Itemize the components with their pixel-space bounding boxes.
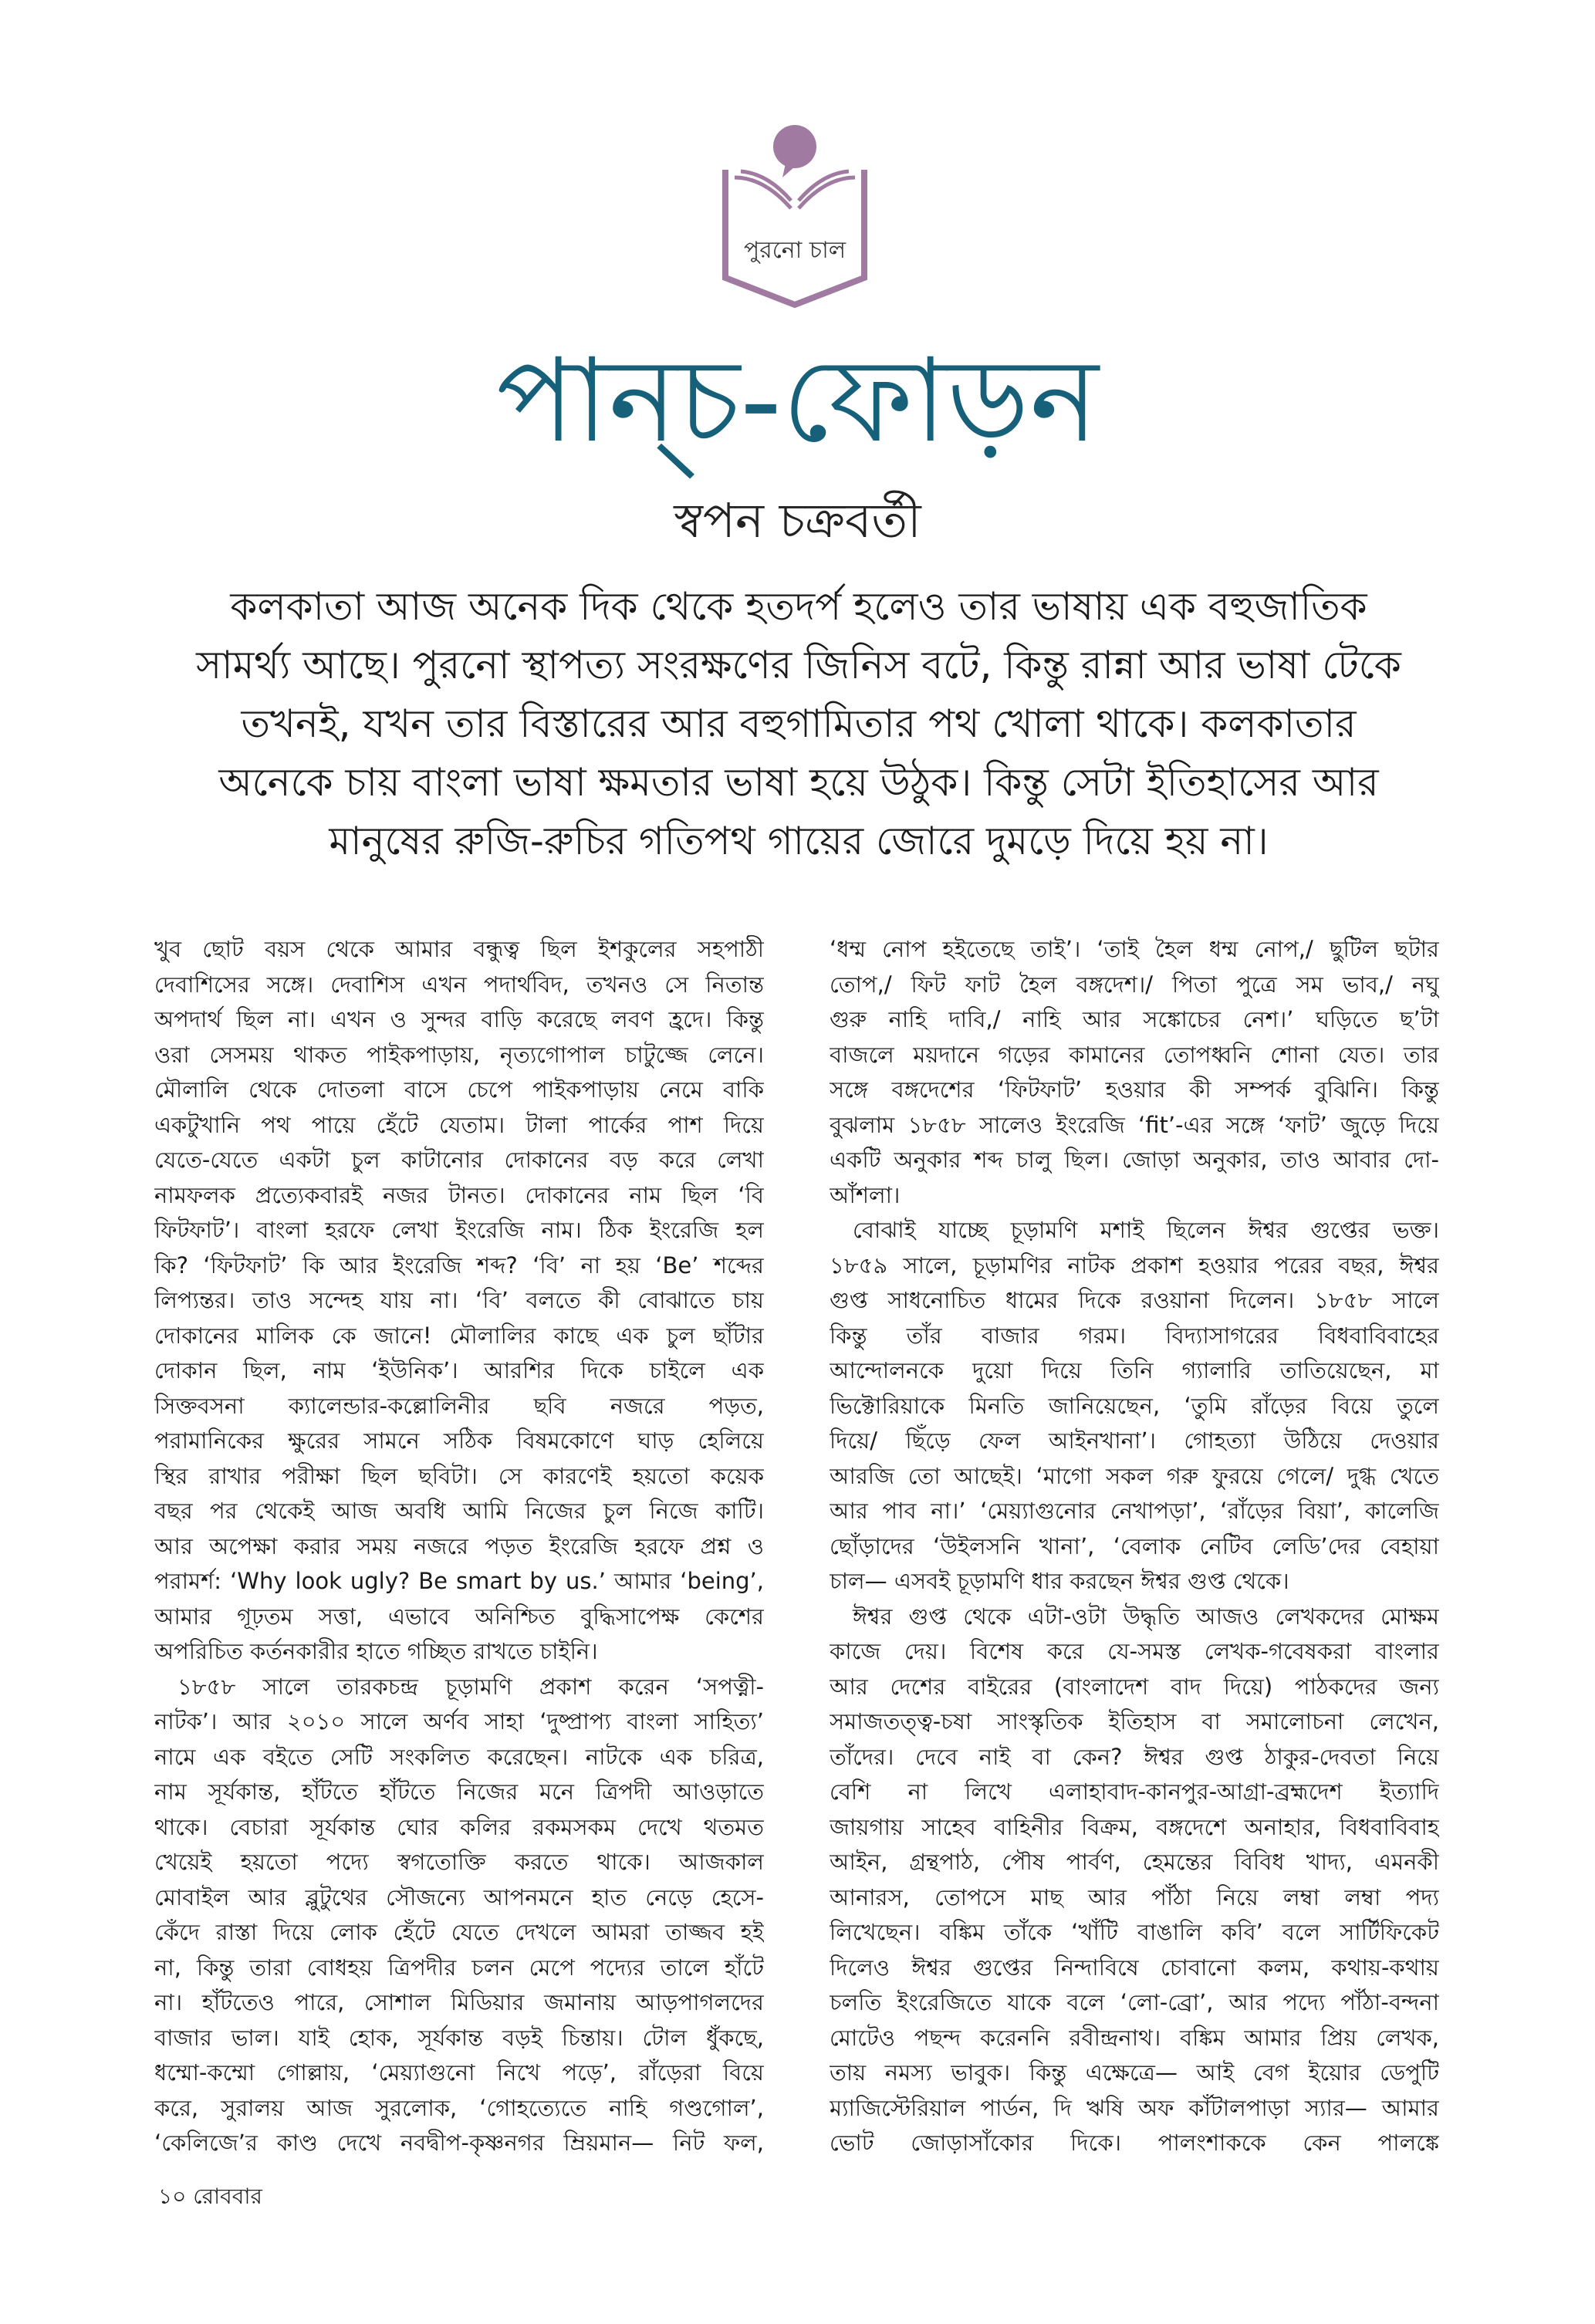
- text-line: তোপ,/ ফিট ফাট হৈল বঙ্গদেশ।/ পিতা পুত্রে সম ভাব,/ নঘু: [830, 971, 1439, 998]
- text-line: না। হাঁটতেও পারে, সোশাল মিডিয়ার জমানায় আড়পাগলদের: [154, 1989, 764, 2015]
- text-line: মৌলালি থেকে দোতলা বাসে চেপে পাইকপাড়ায় নেমে বাকি: [154, 1076, 764, 1103]
- deck-line: অনেকে চায় বাংলা ভাষা ক্ষমতার ভাষা হয়ে উঠুক। কিন্তু সেটা ইতিহাসের আর: [218, 760, 1379, 805]
- text-line: দোকানের মালিক কে জানে! মৌলালির কাছে এক চুল ছাঁটার: [154, 1322, 764, 1349]
- text-line: ১৮৫৯ সালে, চূড়ামণির নাটক প্রকাশ হওয়ার পরের বছর, ঈশ্বর: [830, 1252, 1439, 1279]
- text-line: স্থির রাখার পরীক্ষা ছিল ছবিটা। সে কারণেই হয়তো কয়েক: [154, 1462, 764, 1489]
- section-logo: [718, 123, 872, 309]
- page-footer: ১০ রোববার: [158, 2184, 262, 2209]
- text-line: দিলেও ঈশ্বর গুপ্তের নিন্দাবিষে চোবানো কলম, কথায়-কথায়: [830, 1954, 1439, 1981]
- text-line: বাজলে ময়দানে গড়ের কামানের তোপধ্বনি শোনা যেত। তার: [830, 1041, 1439, 1068]
- text-line: লিপ্যন্তর। তাও সন্দেহ যায় না। ‘বি’ বলতে কী বোঝাতে চায়: [154, 1287, 764, 1313]
- text-line: চলতি ইংরেজিতে যাকে বলে ‘লো-ব্রো’, আর পদ্যে পাঁঠা-বন্দনা: [830, 1989, 1439, 2015]
- text-line: আর পাব না।’ ‘মেয়্যাগুনোর নেখাপড়া’, ‘রাঁড়ের বিয়া’, কালেজি: [830, 1498, 1439, 1524]
- text-line: একটুখানি পথ পায়ে হেঁটে যেতাম। টালা পার্কের পাশ দিয়ে: [154, 1111, 764, 1138]
- text-line: মোবাইল আর ব্লুটুথের সৌজন্যে আপনমনে হাত নেড়ে হেসে-: [154, 1883, 764, 1910]
- text-line: আর দেশের বাইরের (বাংলাদেশ বাদ দিয়ে) পাঠকদের জন্য: [830, 1673, 1439, 1700]
- text-line: ঈশ্বর গুপ্ত থেকে এটা-ওটা উদ্ধৃতি আজও লেখকদের মোক্ষম: [853, 1603, 1439, 1630]
- text-line: বাজার ভাল। যাই হোক, সূর্যকান্ত বড়ই চিন্তায়। টোল ধুঁকছে,: [154, 2024, 764, 2051]
- text-line: আরজি তো আছেই। ‘মাগো সকল গরু ফুরয়ে গেলে/ দুগ্ধ খেতে: [830, 1462, 1439, 1489]
- text-line: ভিক্টোরিয়াকে মিনতি জানিয়েছেন, ‘তুমি রাঁড়ের বিয়ে তুলে: [830, 1392, 1439, 1419]
- body-column-left: [154, 932, 764, 2161]
- text-line: খেয়েই হয়তো পদ্যে স্বগতোক্তি করতে থাকে। আজকাল: [154, 1849, 764, 1875]
- text-line: যেতে-যেতে একটা চুল কাটানোর দোকানের বড় করে লেখা: [154, 1147, 764, 1173]
- text-line: নাম সূর্যকান্ত, হাঁটতে হাঁটতে নিজের মনে ত্রিপদী আওড়াতে: [154, 1778, 764, 1805]
- text-line: না, কিন্তু তারা বোধহয় ত্রিপদীর চলন মেপে পদ্যের তালে হাঁটে: [154, 1954, 764, 1981]
- text-line: অপদার্থ ছিল না। এখন ও সুন্দর বাড়ি করেছে লবণ হ্রদে। কিন্তু: [154, 1006, 764, 1032]
- body-column-right: [830, 932, 1439, 2161]
- text-line: দিয়ে/ ছিঁড়ে ফেল আইনখানা’। গোহত্যা উঠিয়ে দেওয়ার: [830, 1427, 1439, 1454]
- deck-line: তখনই, যখন তার বিস্তারের আর বহুগামিতার পথ খোলা থাকে। কলকাতার: [241, 701, 1357, 746]
- text-line: ম্যাজিস্টেরিয়াল পার্ডন, দি ঋষি অফ কাঁটালপাড়া স্যার— আমার: [830, 2094, 1439, 2121]
- text-line: পরামানিকের ক্ষুরের সামনে সঠিক বিষমকোণে ঘাড় হেলিয়ে: [154, 1427, 764, 1454]
- text-line: তায় নমস্য ভাবুক। কিন্তু এক্ষেত্রে— আই বেগ ইয়োর ডেপুটি: [830, 2059, 1439, 2086]
- text-line: সমাজতত্ত্ব-চষা সাংস্কৃতিক ইতিহাস বা সমালোচনা লেখেন,: [830, 1708, 1439, 1735]
- text-line: বোঝাই যাচ্ছে চূড়ামণি মশাই ছিলেন ঈশ্বর গুপ্তের ভক্ত।: [853, 1217, 1439, 1243]
- text-line: ওরা সেসময় থাকত পাইকপাড়ায়, নৃত্যগোপাল চাটুজ্জে লেনে।: [154, 1041, 764, 1068]
- text-line: চাল— এসবই চূড়ামণি ধার করছেন ঈশ্বর গুপ্ত থেকে।: [830, 1568, 1289, 1594]
- text-line: বেশি না লিখে এলাহাবাদ-কানপুর-আগ্রা-ব্রহ্মদেশ ইত্যাদি: [830, 1778, 1439, 1805]
- text-line: ফিটফাট’। বাংলা হরফে লেখা ইংরেজি নাম। ঠিক ইংরেজি হল: [154, 1217, 764, 1243]
- paragraph: [830, 932, 1439, 1213]
- text-line: ১৮৫৮ সালে তারকচন্দ্র চূড়ামণি প্রকাশ করেন ‘সপত্নী-: [177, 1673, 764, 1700]
- text-line: নামফলক প্রত্যেকবারই নজর টানত। দোকানের নাম ছিল ‘বি: [154, 1181, 764, 1208]
- text-line: আইন, গ্রন্থপাঠ, পৌষ পার্বণ, হেমন্তের বিবিধ খাদ্য, এমনকী: [830, 1849, 1439, 1875]
- deck-line: কলকাতা আজ অনেক দিক থেকে হতদর্প হলেও তার ভাষায় এক বহুজাতিক: [230, 584, 1367, 629]
- deck-line: মানুষের রুজি-রুচির গতিপথ গায়ের জোরে দুমড়ে দিয়ে হয় না।: [329, 819, 1269, 863]
- text-line: ‘ধম্ম নোপ হইতেছে তাই’। ‘তাই হৈল ধম্ম নোপ,/ ছুটিল ছটার: [830, 936, 1439, 962]
- text-line: করে, সুরালয় আজ সুরলোক, ‘গোহত্যেতে নাহি গণ্ডগোল’,: [154, 2094, 764, 2121]
- text-line: নামে এক বইতে সেটি সংকলিত করেছেন। নাটকে এক চরিত্র,: [154, 1743, 764, 1770]
- deck-line: সামর্থ্য আছে। পুরনো স্থাপত্য সংরক্ষণের জিনিস বটে, কিন্তু রান্না আর ভাষা টেকে: [196, 643, 1401, 687]
- text-line: লিখেছেন। বঙ্কিম তাঁকে ‘খাঁটি বাঙালি কবি’ বলে সার্টিফিকেট: [830, 1919, 1439, 1945]
- text-line: নাটক’। আর ২০১০ সালে অর্ণব সাহা ‘দুষ্প্রাপ্য বাংলা সাহিত্য’: [154, 1708, 764, 1735]
- text-line: খুব ছোট বয়স থেকে আমার বন্ধুত্ব ছিল ইশকুলের সহপাঠী: [154, 936, 764, 962]
- text-line: ছোঁড়াদের ‘উইলসনি খানা’, ‘বেলাক নেটিব লেডি’দের বেহায়া: [830, 1532, 1439, 1559]
- text-line: গুপ্ত সাধনোচিত ধামের দিকে রওয়ানা দিলেন। ১৮৫৮ সালে: [830, 1287, 1439, 1313]
- author-byline: স্বপন চক্রবর্তী: [674, 492, 921, 549]
- text-line: আনারস, তোপসে মাছ আর পাঁঠা নিয়ে লম্বা লম্বা পদ্য: [830, 1883, 1439, 1910]
- text-line: সিক্তবসনা ক্যালেন্ডার-কল্লোলিনীর ছবি নজরে পড়ত,: [154, 1392, 764, 1419]
- text-line: কিন্তু তাঁর বাজার গরম। বিদ্যাসাগরের বিধবাবিবাহের: [830, 1322, 1439, 1349]
- article-deck: [170, 577, 1428, 870]
- text-line: দোকান ছিল, নাম ‘ইউনিক’। আরশির দিকে চাইলে এক: [154, 1357, 764, 1383]
- text-line: বুঝলাম ১৮৫৮ সালেও ইংরেজি ‘fit’-এর সঙ্গে ‘ফাট’ জুড়ে দিয়ে: [830, 1111, 1439, 1138]
- text-line: আন্দোলনকে দুয়ো দিয়ে তিনি গ্যালারি তাতিয়েছেন, মা: [830, 1357, 1439, 1383]
- text-line: ভোট জোড়াসাঁকোর দিকে। পালংশাককে কেন পালঙ্কে: [830, 2130, 1439, 2156]
- article-title: পান্‌চ-ফোড়ন: [496, 334, 1099, 468]
- paragraph: [830, 1213, 1439, 1599]
- text-line: মোটেও পছন্দ করেননি রবীন্দ্রনাথ। বঙ্কিম আমার প্রিয় লেখক,: [830, 2024, 1439, 2051]
- text-line: ‘কেলিজে’র কাণ্ড দেখে নবদ্বীপ-কৃষ্ণনগর ম্রিয়মান— নিট ফল,: [154, 2130, 764, 2156]
- book-speech-bubble-icon: [718, 123, 872, 309]
- text-line: জায়গায় সাহেব বাহিনীর বিক্রম, বঙ্গদেশে অনাহার, বিধবাবিবাহ: [830, 1813, 1439, 1840]
- text-line: আমার গূঢ়তম সত্তা, এভাবে অনিশ্চিত বুদ্ধিসাপেক্ষ কেশের: [154, 1603, 764, 1630]
- text-line: ধম্মো-কম্মো গোল্লায়, ‘মেয়্যাগুনো নিখে পড়ে’, রাঁড়েরা বিয়ে: [154, 2059, 764, 2086]
- text-line: বছর পর থেকেই আজ অবধি আমি নিজের চুল নিজে কাটি।: [154, 1498, 764, 1524]
- paragraph: [830, 1599, 1439, 2161]
- text-line: কি? ‘ফিটফাট’ কি আর ইংরেজি শব্দ? ‘বি’ না হয় ‘Be’ শব্দের: [154, 1252, 764, 1279]
- section-label: পুরনো চাল: [743, 237, 846, 264]
- text-line: সঙ্গে বঙ্গদেশের ‘ফিটফাট’ হওয়ার কী সম্পর্ক বুঝিনি। কিন্তু: [830, 1076, 1439, 1103]
- text-line: কাজে দেয়। বিশেষ করে যে-সমস্ত লেখক-গবেষকরা বাংলার: [830, 1638, 1439, 1664]
- text-line: তাঁদের। দেবে নাই বা কেন? ঈশ্বর গুপ্ত ঠাকুর-দেবতা নিয়ে: [830, 1743, 1439, 1770]
- paragraph: [154, 932, 764, 1670]
- text-line: অপরিচিত কর্তনকারীর হাতে গচ্ছিত রাখতে চাইনি।: [154, 1638, 598, 1664]
- text-line: আর অপেক্ষা করার সময় নজরে পড়ত ইংরেজি হরফে প্রশ্ন ও: [154, 1532, 764, 1559]
- text-line: আঁশলা।: [830, 1181, 901, 1208]
- text-line: দেবাশিসের সঙ্গে। দেবাশিস এখন পদার্থবিদ, তখনও সে নিতান্ত: [154, 971, 764, 998]
- text-line: কেঁদে রাস্তা দিয়ে লোক হেঁটে যেতে দেখলে আমরা তাজ্জব হই: [154, 1919, 764, 1945]
- text-line: থাকে। বেচারা সূর্যকান্ত ঘোর কলির রকমসকম দেখে থতমত: [154, 1813, 764, 1840]
- text-line: একটি অনুকার শব্দ চালু ছিল। জোড়া অনুকার, তাও আবার দো-: [830, 1147, 1439, 1173]
- paragraph: [154, 1670, 764, 2161]
- text-line: গুরু নাহি দাবি,/ নাহি আর সঙ্কোচের নেশ।’ ঘড়িতে ছ’টা: [830, 1006, 1439, 1032]
- text-line: পরামর্শ: ‘Why look ugly? Be smart by us.’ আমার ‘being’,: [154, 1568, 764, 1594]
